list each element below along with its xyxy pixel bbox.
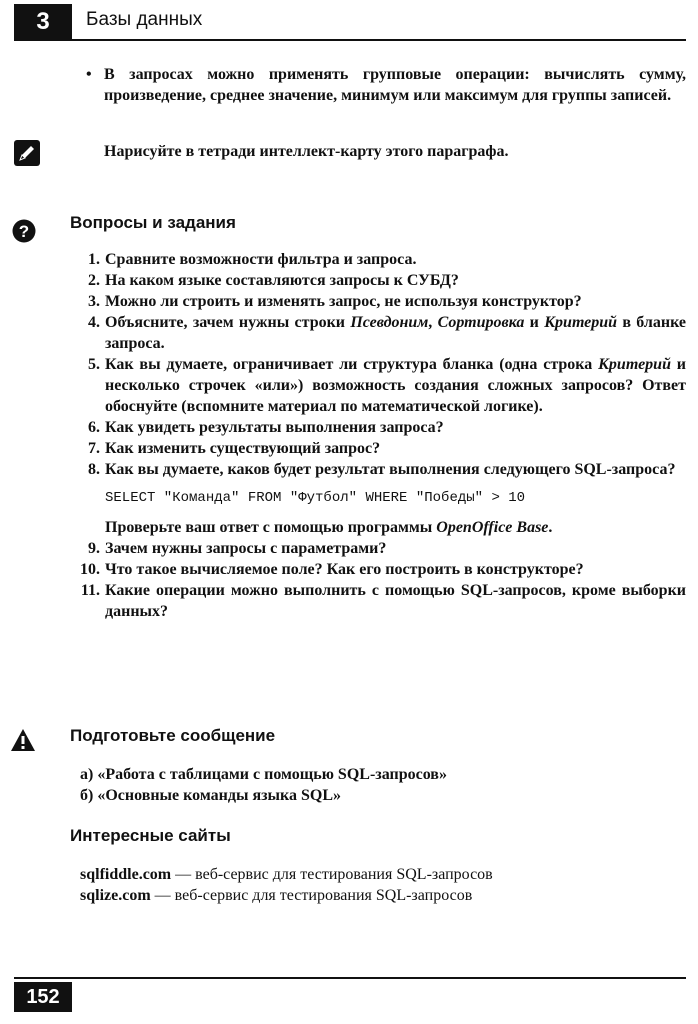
list-item: а) «Работа с таблицами с помощью SQL-запросов»: [80, 766, 447, 783]
sql-code-sample: SELECT "Команда" FROM "Футбол" WHERE "Победы" > 10: [105, 490, 526, 506]
list-item: 3. Можно ли строить и изменять запрос, не используя конструктор?: [88, 293, 582, 310]
list-item: 11. Какие операции можно выполнить с помощью SQL-запросов, кроме выборки данных?: [80, 582, 686, 620]
list-item: 9. Зачем нужны запросы с параметрами?: [88, 540, 387, 557]
program-name: OpenOffice Base: [436, 519, 549, 536]
page-number: 152: [26, 985, 60, 1008]
site-link[interactable]: sqlize.com: [80, 887, 151, 904]
list-item: 10. Что такое вычисляемое поле? Как его построить в конструкторе?: [80, 561, 584, 578]
list-item: 5. Как вы думаете, ограничивает ли структура бланка (одна строка Критерий и несколько строчек «или») возможность создания сложных запросов? Ответ обоснуйте (вспомните материал по математической логике).: [88, 356, 687, 415]
list-item: sqlize.com — веб-сервис для тестирования SQL-запросов: [80, 887, 473, 904]
sites-heading: Интересные сайты: [70, 826, 231, 845]
report-heading: Подготовьте сообщение: [70, 726, 276, 745]
svg-text:?: ?: [18, 222, 30, 241]
header-divider: [14, 39, 686, 41]
sites-list: [80, 864, 680, 906]
chapter-number: 3: [36, 8, 50, 35]
chapter-title: Базы данных: [86, 9, 203, 30]
list-item: sqlfiddle.com — веб-сервис для тестирования SQL-запросов: [80, 866, 493, 883]
notebook-task: Нарисуйте в тетради интеллект-карту этого параграфа.: [104, 143, 509, 160]
list-item: 1. Сравните возможности фильтра и запроса.: [88, 251, 417, 268]
intro-bullet-block: [86, 64, 686, 106]
list-item: 4. Объясните, зачем нужны строки Псевдоним, Сортировка и Критерий в бланке запроса.: [88, 314, 687, 352]
list-item: б) «Основные команды языка SQL»: [80, 787, 342, 804]
list-item: 6. Как увидеть результаты выполнения запроса?: [88, 419, 444, 436]
report-list: [80, 764, 680, 806]
page-number-badge: [14, 982, 72, 1012]
question-icon: [12, 218, 36, 244]
footer-divider: [14, 977, 686, 979]
questions-list-continued: [74, 538, 686, 622]
site-link[interactable]: sqlfiddle.com: [80, 866, 172, 883]
intro-bullet-text: В запросах можно применять групповые операции: вычислять сумму, произведение, среднее значение, минимум или максимум для группы записей.: [104, 66, 686, 104]
bullet-marker: •: [86, 66, 92, 83]
questions-list: [74, 249, 686, 480]
pencil-icon: [14, 140, 40, 166]
check-answer-line: Проверьте ваш ответ с помощью программы OpenOffice Base.: [105, 519, 553, 536]
questions-heading: Вопросы и задания: [70, 213, 236, 232]
list-item: 2. На каком языке составляются запросы к СУБД?: [88, 272, 459, 289]
list-item: 7. Как изменить существующий запрос?: [88, 440, 381, 457]
list-item: 8. Как вы думаете, каков будет результат выполнения следующего SQL-запроса?: [88, 461, 676, 478]
chapter-number-badge: [14, 4, 72, 40]
questions-list-block: [74, 249, 686, 622]
warning-icon: [10, 728, 36, 752]
